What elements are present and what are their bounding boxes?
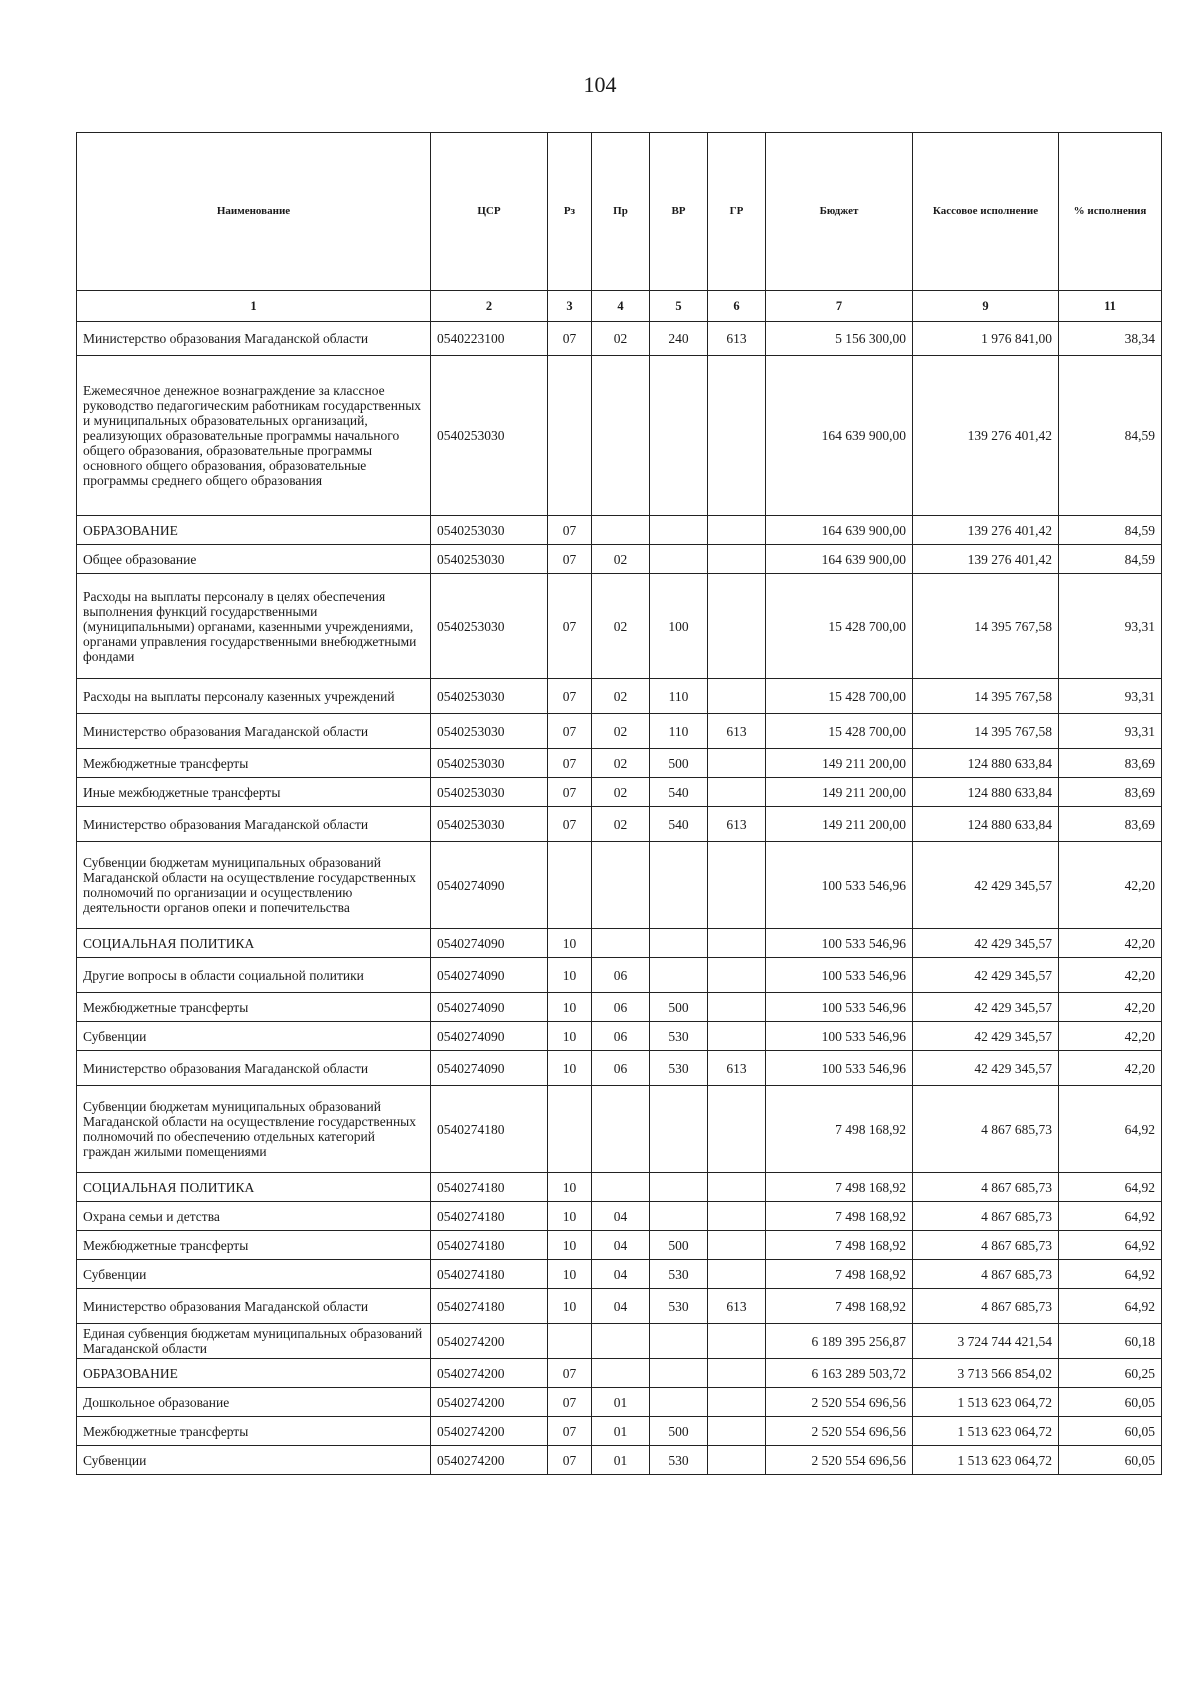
row-cash-execution-amount: 14 395 767,58 xyxy=(913,714,1059,749)
row-rz-code: 07 xyxy=(548,1446,592,1475)
row-rz-code: 10 xyxy=(548,1202,592,1231)
row-cash-execution-amount: 42 429 345,57 xyxy=(913,958,1059,993)
header-row xyxy=(77,133,1162,291)
row-csr-code: 0540253030 xyxy=(431,807,548,842)
row-csr-code: 0540274090 xyxy=(431,993,548,1022)
row-budget-amount: 5 156 300,00 xyxy=(766,322,913,356)
row-rz-code: 07 xyxy=(548,749,592,778)
row-vr-code: 530 xyxy=(650,1051,708,1086)
row-gr-code: 613 xyxy=(708,322,766,356)
row-pr-code: 01 xyxy=(592,1446,650,1475)
row-csr-code: 0540274180 xyxy=(431,1173,548,1202)
column-number: 5 xyxy=(650,291,708,322)
row-csr-code: 0540274180 xyxy=(431,1289,548,1324)
row-vr-code: 530 xyxy=(650,1260,708,1289)
header-gr: ГР xyxy=(708,133,766,291)
row-cash-execution-amount: 1 513 623 064,72 xyxy=(913,1388,1059,1417)
row-pr-code xyxy=(592,842,650,929)
row-name: Единая субвенция бюджетам муниципальных образований Магаданской области xyxy=(77,1324,431,1359)
row-execution-percent: 93,31 xyxy=(1059,574,1162,679)
row-cash-execution-amount: 14 395 767,58 xyxy=(913,574,1059,679)
table-row xyxy=(77,842,1162,929)
row-budget-amount: 100 533 546,96 xyxy=(766,1022,913,1051)
table-row xyxy=(77,1324,1162,1359)
row-name: Министерство образования Магаданской области xyxy=(77,807,431,842)
row-gr-code: 613 xyxy=(708,807,766,842)
row-name: СОЦИАЛЬНАЯ ПОЛИТИКА xyxy=(77,1173,431,1202)
table-row xyxy=(77,1086,1162,1173)
row-pr-code: 02 xyxy=(592,778,650,807)
row-execution-percent: 64,92 xyxy=(1059,1260,1162,1289)
table-row xyxy=(77,545,1162,574)
row-cash-execution-amount: 139 276 401,42 xyxy=(913,356,1059,516)
table-row xyxy=(77,993,1162,1022)
row-name: Расходы на выплаты персоналу казенных учреждений xyxy=(77,679,431,714)
table-row xyxy=(77,1022,1162,1051)
row-vr-code: 540 xyxy=(650,778,708,807)
row-execution-percent: 42,20 xyxy=(1059,929,1162,958)
row-csr-code: 0540274090 xyxy=(431,1051,548,1086)
row-rz-code: 07 xyxy=(548,1417,592,1446)
header-percent-execution: % исполнения xyxy=(1059,133,1162,291)
row-pr-code: 06 xyxy=(592,958,650,993)
row-csr-code: 0540274180 xyxy=(431,1260,548,1289)
row-cash-execution-amount: 139 276 401,42 xyxy=(913,516,1059,545)
row-budget-amount: 149 211 200,00 xyxy=(766,778,913,807)
row-budget-amount: 2 520 554 696,56 xyxy=(766,1417,913,1446)
row-gr-code xyxy=(708,1231,766,1260)
row-execution-percent: 64,92 xyxy=(1059,1289,1162,1324)
row-pr-code: 04 xyxy=(592,1231,650,1260)
row-cash-execution-amount: 4 867 685,73 xyxy=(913,1086,1059,1173)
row-rz-code: 10 xyxy=(548,1022,592,1051)
row-csr-code: 0540253030 xyxy=(431,356,548,516)
row-budget-amount: 100 533 546,96 xyxy=(766,929,913,958)
row-cash-execution-amount: 42 429 345,57 xyxy=(913,1051,1059,1086)
header-name: Наименование xyxy=(77,133,431,291)
column-number: 11 xyxy=(1059,291,1162,322)
row-name: Субвенции xyxy=(77,1022,431,1051)
row-execution-percent: 60,05 xyxy=(1059,1417,1162,1446)
row-budget-amount: 100 533 546,96 xyxy=(766,958,913,993)
row-pr-code: 01 xyxy=(592,1388,650,1417)
row-rz-code: 07 xyxy=(548,574,592,679)
row-gr-code: 613 xyxy=(708,1051,766,1086)
row-gr-code xyxy=(708,749,766,778)
row-vr-code xyxy=(650,545,708,574)
row-budget-amount: 7 498 168,92 xyxy=(766,1202,913,1231)
row-cash-execution-amount: 42 429 345,57 xyxy=(913,993,1059,1022)
row-execution-percent: 42,20 xyxy=(1059,958,1162,993)
table-row xyxy=(77,807,1162,842)
row-cash-execution-amount: 4 867 685,73 xyxy=(913,1231,1059,1260)
row-rz-code: 10 xyxy=(548,958,592,993)
table-row xyxy=(77,322,1162,356)
header-cash-execution: Кассовое исполнение xyxy=(913,133,1059,291)
row-budget-amount: 164 639 900,00 xyxy=(766,356,913,516)
row-budget-amount: 2 520 554 696,56 xyxy=(766,1388,913,1417)
row-csr-code: 0540274200 xyxy=(431,1324,548,1359)
row-rz-code: 10 xyxy=(548,993,592,1022)
row-pr-code: 02 xyxy=(592,679,650,714)
row-budget-amount: 149 211 200,00 xyxy=(766,807,913,842)
row-vr-code xyxy=(650,1324,708,1359)
row-vr-code xyxy=(650,516,708,545)
table-row xyxy=(77,574,1162,679)
row-gr-code xyxy=(708,929,766,958)
row-csr-code: 0540253030 xyxy=(431,545,548,574)
table-row xyxy=(77,749,1162,778)
row-gr-code: 613 xyxy=(708,714,766,749)
row-cash-execution-amount: 14 395 767,58 xyxy=(913,679,1059,714)
row-vr-code xyxy=(650,1359,708,1388)
row-vr-code: 530 xyxy=(650,1022,708,1051)
header-pr: Пр xyxy=(592,133,650,291)
row-vr-code: 500 xyxy=(650,749,708,778)
header-vr: ВР xyxy=(650,133,708,291)
row-execution-percent: 84,59 xyxy=(1059,545,1162,574)
row-name: Министерство образования Магаданской области xyxy=(77,1051,431,1086)
row-name: Иные межбюджетные трансферты xyxy=(77,778,431,807)
row-execution-percent: 60,05 xyxy=(1059,1446,1162,1475)
row-csr-code: 0540274180 xyxy=(431,1086,548,1173)
row-execution-percent: 93,31 xyxy=(1059,714,1162,749)
row-budget-amount: 100 533 546,96 xyxy=(766,1051,913,1086)
row-pr-code xyxy=(592,516,650,545)
row-vr-code xyxy=(650,842,708,929)
table-row xyxy=(77,1051,1162,1086)
row-vr-code xyxy=(650,1388,708,1417)
row-pr-code xyxy=(592,929,650,958)
row-name: Межбюджетные трансферты xyxy=(77,1417,431,1446)
row-cash-execution-amount: 139 276 401,42 xyxy=(913,545,1059,574)
row-name: Министерство образования Магаданской области xyxy=(77,1289,431,1324)
row-vr-code: 110 xyxy=(650,679,708,714)
row-pr-code: 04 xyxy=(592,1260,650,1289)
row-execution-percent: 42,20 xyxy=(1059,993,1162,1022)
row-cash-execution-amount: 4 867 685,73 xyxy=(913,1289,1059,1324)
row-execution-percent: 42,20 xyxy=(1059,842,1162,929)
row-pr-code: 04 xyxy=(592,1289,650,1324)
row-gr-code xyxy=(708,574,766,679)
row-csr-code: 0540274180 xyxy=(431,1231,548,1260)
row-gr-code xyxy=(708,545,766,574)
table-row xyxy=(77,929,1162,958)
row-gr-code xyxy=(708,1086,766,1173)
row-csr-code: 0540253030 xyxy=(431,778,548,807)
row-cash-execution-amount: 1 513 623 064,72 xyxy=(913,1417,1059,1446)
row-vr-code: 530 xyxy=(650,1446,708,1475)
row-gr-code xyxy=(708,958,766,993)
row-pr-code: 01 xyxy=(592,1417,650,1446)
row-name: Дошкольное образование xyxy=(77,1388,431,1417)
row-name: Субвенции xyxy=(77,1446,431,1475)
row-execution-percent: 64,92 xyxy=(1059,1086,1162,1173)
row-gr-code xyxy=(708,1260,766,1289)
row-rz-code: 10 xyxy=(548,1173,592,1202)
row-rz-code xyxy=(548,1324,592,1359)
row-name: Другие вопросы в области социальной политики xyxy=(77,958,431,993)
row-budget-amount: 100 533 546,96 xyxy=(766,842,913,929)
table-row xyxy=(77,1202,1162,1231)
page-number: 104 xyxy=(583,72,617,97)
row-rz-code: 07 xyxy=(548,1359,592,1388)
row-rz-code: 10 xyxy=(548,1289,592,1324)
row-cash-execution-amount: 3 724 744 421,54 xyxy=(913,1324,1059,1359)
row-execution-percent: 60,25 xyxy=(1059,1359,1162,1388)
row-csr-code: 0540274090 xyxy=(431,929,548,958)
row-execution-percent: 83,69 xyxy=(1059,778,1162,807)
row-rz-code: 07 xyxy=(548,516,592,545)
row-name: Общее образование xyxy=(77,545,431,574)
row-rz-code: 07 xyxy=(548,1388,592,1417)
row-csr-code: 0540253030 xyxy=(431,516,548,545)
row-budget-amount: 2 520 554 696,56 xyxy=(766,1446,913,1475)
row-pr-code: 02 xyxy=(592,322,650,356)
row-csr-code: 0540274200 xyxy=(431,1446,548,1475)
row-budget-amount: 6 189 395 256,87 xyxy=(766,1324,913,1359)
row-execution-percent: 60,18 xyxy=(1059,1324,1162,1359)
row-vr-code xyxy=(650,958,708,993)
row-pr-code: 02 xyxy=(592,749,650,778)
row-name: Межбюджетные трансферты xyxy=(77,749,431,778)
row-gr-code xyxy=(708,1202,766,1231)
row-vr-code: 100 xyxy=(650,574,708,679)
row-execution-percent: 84,59 xyxy=(1059,516,1162,545)
row-pr-code: 06 xyxy=(592,993,650,1022)
row-pr-code: 04 xyxy=(592,1202,650,1231)
row-gr-code xyxy=(708,516,766,545)
row-budget-amount: 7 498 168,92 xyxy=(766,1173,913,1202)
table-row xyxy=(77,1260,1162,1289)
row-name: Межбюджетные трансферты xyxy=(77,1231,431,1260)
row-execution-percent: 83,69 xyxy=(1059,807,1162,842)
row-rz-code: 10 xyxy=(548,929,592,958)
row-gr-code xyxy=(708,993,766,1022)
row-csr-code: 0540274090 xyxy=(431,1022,548,1051)
row-execution-percent: 42,20 xyxy=(1059,1051,1162,1086)
row-rz-code xyxy=(548,842,592,929)
row-gr-code xyxy=(708,356,766,516)
row-cash-execution-amount: 1 513 623 064,72 xyxy=(913,1446,1059,1475)
row-vr-code xyxy=(650,1086,708,1173)
row-csr-code: 0540274200 xyxy=(431,1359,548,1388)
header-budget: Бюджет xyxy=(766,133,913,291)
row-cash-execution-amount: 124 880 633,84 xyxy=(913,778,1059,807)
header-rz: Рз xyxy=(548,133,592,291)
row-cash-execution-amount: 42 429 345,57 xyxy=(913,929,1059,958)
row-pr-code xyxy=(592,356,650,516)
row-rz-code xyxy=(548,1086,592,1173)
row-name: Министерство образования Магаданской области xyxy=(77,322,431,356)
row-pr-code: 02 xyxy=(592,574,650,679)
table-row xyxy=(77,1417,1162,1446)
row-execution-percent: 64,92 xyxy=(1059,1231,1162,1260)
row-vr-code: 500 xyxy=(650,1231,708,1260)
row-name: Субвенции бюджетам муниципальных образований Магаданской области на осуществление государственных полномочий по обеспечению отдельных категорий граждан жилыми помещениями xyxy=(77,1086,431,1173)
row-rz-code: 10 xyxy=(548,1231,592,1260)
table-row xyxy=(77,714,1162,749)
row-budget-amount: 15 428 700,00 xyxy=(766,714,913,749)
budget-execution-table xyxy=(76,132,1162,1475)
row-execution-percent: 60,05 xyxy=(1059,1388,1162,1417)
row-gr-code xyxy=(708,1388,766,1417)
row-cash-execution-amount: 3 713 566 854,02 xyxy=(913,1359,1059,1388)
row-pr-code: 06 xyxy=(592,1022,650,1051)
row-execution-percent: 84,59 xyxy=(1059,356,1162,516)
column-number-row xyxy=(77,291,1162,322)
table-row xyxy=(77,1446,1162,1475)
row-csr-code: 0540274090 xyxy=(431,958,548,993)
row-execution-percent: 83,69 xyxy=(1059,749,1162,778)
row-cash-execution-amount: 42 429 345,57 xyxy=(913,1022,1059,1051)
row-csr-code: 0540253030 xyxy=(431,574,548,679)
row-pr-code: 02 xyxy=(592,545,650,574)
column-number: 4 xyxy=(592,291,650,322)
row-gr-code xyxy=(708,1359,766,1388)
table-row xyxy=(77,958,1162,993)
table-row xyxy=(77,679,1162,714)
row-rz-code: 10 xyxy=(548,1051,592,1086)
row-execution-percent: 93,31 xyxy=(1059,679,1162,714)
row-vr-code: 240 xyxy=(650,322,708,356)
row-gr-code xyxy=(708,1446,766,1475)
row-cash-execution-amount: 124 880 633,84 xyxy=(913,749,1059,778)
column-number: 9 xyxy=(913,291,1059,322)
row-csr-code: 0540253030 xyxy=(431,679,548,714)
row-csr-code: 0540274180 xyxy=(431,1202,548,1231)
row-pr-code: 06 xyxy=(592,1051,650,1086)
row-csr-code: 0540274200 xyxy=(431,1417,548,1446)
row-csr-code: 0540223100 xyxy=(431,322,548,356)
row-rz-code: 07 xyxy=(548,545,592,574)
table-row xyxy=(77,1359,1162,1388)
row-vr-code xyxy=(650,1173,708,1202)
row-gr-code xyxy=(708,1324,766,1359)
table-row xyxy=(77,1388,1162,1417)
row-pr-code xyxy=(592,1173,650,1202)
row-vr-code: 110 xyxy=(650,714,708,749)
row-vr-code: 500 xyxy=(650,993,708,1022)
header-csr: ЦСР xyxy=(431,133,548,291)
row-rz-code: 07 xyxy=(548,807,592,842)
row-execution-percent: 64,92 xyxy=(1059,1173,1162,1202)
row-budget-amount: 164 639 900,00 xyxy=(766,545,913,574)
row-name: Субвенции xyxy=(77,1260,431,1289)
row-cash-execution-amount: 42 429 345,57 xyxy=(913,842,1059,929)
column-number: 1 xyxy=(77,291,431,322)
row-gr-code: 613 xyxy=(708,1289,766,1324)
row-gr-code xyxy=(708,1173,766,1202)
row-gr-code xyxy=(708,1022,766,1051)
row-csr-code: 0540253030 xyxy=(431,714,548,749)
row-rz-code: 07 xyxy=(548,679,592,714)
row-gr-code xyxy=(708,778,766,807)
row-budget-amount: 7 498 168,92 xyxy=(766,1260,913,1289)
row-pr-code: 02 xyxy=(592,714,650,749)
row-budget-amount: 100 533 546,96 xyxy=(766,993,913,1022)
row-execution-percent: 64,92 xyxy=(1059,1202,1162,1231)
row-budget-amount: 149 211 200,00 xyxy=(766,749,913,778)
table-row xyxy=(77,1173,1162,1202)
row-csr-code: 0540253030 xyxy=(431,749,548,778)
row-budget-amount: 7 498 168,92 xyxy=(766,1086,913,1173)
row-name: СОЦИАЛЬНАЯ ПОЛИТИКА xyxy=(77,929,431,958)
row-rz-code: 07 xyxy=(548,322,592,356)
row-execution-percent: 38,34 xyxy=(1059,322,1162,356)
row-name: Министерство образования Магаданской области xyxy=(77,714,431,749)
row-rz-code: 07 xyxy=(548,778,592,807)
row-cash-execution-amount: 4 867 685,73 xyxy=(913,1173,1059,1202)
row-vr-code xyxy=(650,929,708,958)
column-number: 7 xyxy=(766,291,913,322)
table-row xyxy=(77,1289,1162,1324)
row-name: Охрана семьи и детства xyxy=(77,1202,431,1231)
row-name: Субвенции бюджетам муниципальных образований Магаданской области на осуществление государственных полномочий по организации и осуществлению деятельности органов опеки и попечительства xyxy=(77,842,431,929)
row-csr-code: 0540274090 xyxy=(431,842,548,929)
table-body xyxy=(77,322,1162,1475)
table-row xyxy=(77,516,1162,545)
row-name: Расходы на выплаты персоналу в целях обеспечения выполнения функций государственными (муниципальными) органами, казенными учреждениями, органами управления государственными внебюджетными фондами xyxy=(77,574,431,679)
row-vr-code: 540 xyxy=(650,807,708,842)
row-budget-amount: 15 428 700,00 xyxy=(766,679,913,714)
row-pr-code xyxy=(592,1086,650,1173)
row-cash-execution-amount: 4 867 685,73 xyxy=(913,1260,1059,1289)
table-row xyxy=(77,1231,1162,1260)
row-vr-code xyxy=(650,356,708,516)
row-budget-amount: 164 639 900,00 xyxy=(766,516,913,545)
table-row xyxy=(77,778,1162,807)
row-budget-amount: 15 428 700,00 xyxy=(766,574,913,679)
row-cash-execution-amount: 4 867 685,73 xyxy=(913,1202,1059,1231)
row-rz-code xyxy=(548,356,592,516)
row-pr-code: 02 xyxy=(592,807,650,842)
row-gr-code xyxy=(708,842,766,929)
row-name: Межбюджетные трансферты xyxy=(77,993,431,1022)
row-cash-execution-amount: 124 880 633,84 xyxy=(913,807,1059,842)
row-pr-code xyxy=(592,1359,650,1388)
row-pr-code xyxy=(592,1324,650,1359)
table-row xyxy=(77,356,1162,516)
row-vr-code: 500 xyxy=(650,1417,708,1446)
row-name: Ежемесячное денежное вознаграждение за классное руководство педагогическим работникам государственных и муниципальных образовательных организаций, реализующих образовательные программы начального общего образования, образовательные программы основного общего образования, образовательные программы среднего общего образования xyxy=(77,356,431,516)
row-rz-code: 10 xyxy=(548,1260,592,1289)
column-number: 6 xyxy=(708,291,766,322)
row-name: ОБРАЗОВАНИЕ xyxy=(77,516,431,545)
row-name: ОБРАЗОВАНИЕ xyxy=(77,1359,431,1388)
column-number: 3 xyxy=(548,291,592,322)
row-csr-code: 0540274200 xyxy=(431,1388,548,1417)
row-budget-amount: 6 163 289 503,72 xyxy=(766,1359,913,1388)
row-gr-code xyxy=(708,1417,766,1446)
column-number: 2 xyxy=(431,291,548,322)
row-budget-amount: 7 498 168,92 xyxy=(766,1289,913,1324)
row-rz-code: 07 xyxy=(548,714,592,749)
row-vr-code xyxy=(650,1202,708,1231)
row-vr-code: 530 xyxy=(650,1289,708,1324)
row-budget-amount: 7 498 168,92 xyxy=(766,1231,913,1260)
row-gr-code xyxy=(708,679,766,714)
row-cash-execution-amount: 1 976 841,00 xyxy=(913,322,1059,356)
row-execution-percent: 42,20 xyxy=(1059,1022,1162,1051)
